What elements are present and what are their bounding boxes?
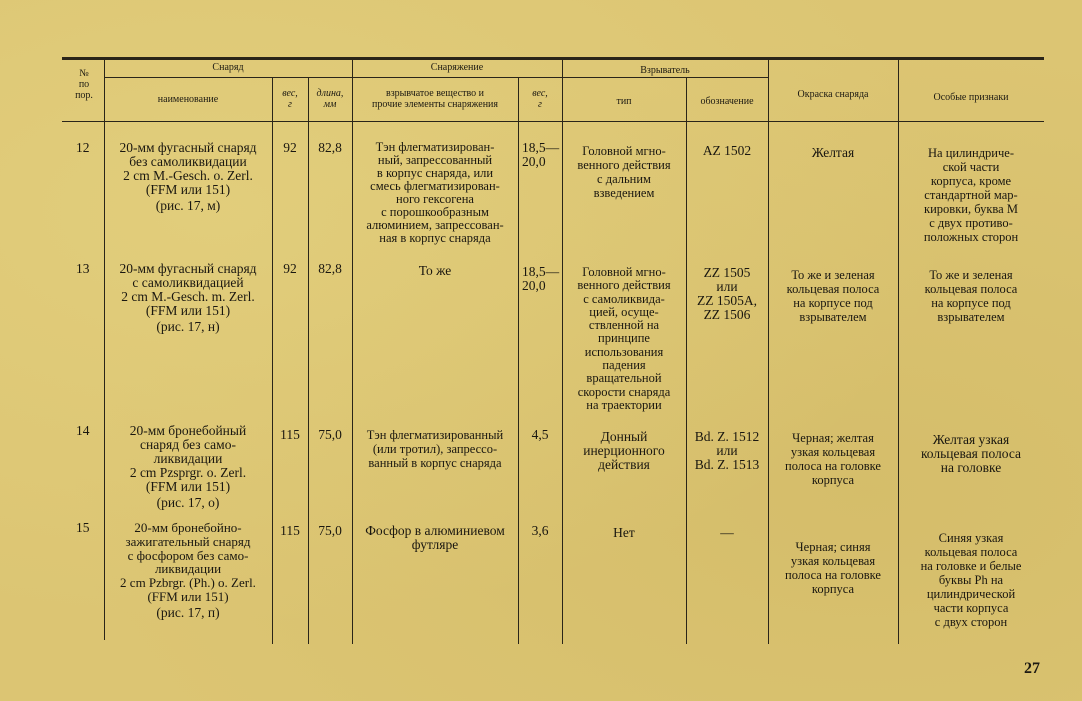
filling-substance: То же	[418, 263, 452, 278]
shell-name: 20-мм бронебойно- зажигательный снаряд с фосфором без само- ликвидации 2 cm Pzbrgr. (Ph.) o. Zerl. (FFM или 151)	[120, 520, 256, 604]
figure-ref: (рис. 17, п)	[156, 605, 220, 620]
filling-substance: Тэн флегматизирован- ный, запрессованный в корпус снаряда, или смесь флегматизирован- ного гексогена с порошкообразным алюминием, запрессован- ная в корпус снаряда	[366, 140, 504, 245]
header-filling-substance: взрывчатое вещество и прочие элементы снаряжения	[371, 88, 498, 110]
filling-weight: 3,6	[531, 523, 549, 538]
filling-substance: Тэн флегматизированный (или тротил), запрессо- ванный в корпус снаряда	[366, 428, 504, 470]
row-number: 13	[76, 261, 90, 276]
fuze-type: Головной мгно- венного действия с самоликвида- цией, осуще- ствленной на принципе использования падения вращательной скорости снаряда на траектории	[577, 265, 671, 412]
special-features: То же и зеленая кольцевая полоса на корпусе под взрывателем	[924, 268, 1018, 324]
fuze-designation: Bd. Z. 1512 или Bd. Z. 1513	[694, 429, 760, 472]
row-number: 12	[76, 140, 90, 155]
shell-length: 75,0	[318, 427, 342, 442]
header-filling-group: Снаряжение	[430, 62, 484, 73]
special-features: Желтая узкая кольцевая полоса на головке	[920, 432, 1022, 475]
shell-coloring: Черная; синяя узкая кольцевая полоса на головке корпуса	[785, 540, 881, 596]
shell-length: 82,8	[318, 261, 342, 276]
shell-length: 75,0	[318, 523, 342, 538]
header-shell-length: длина, мм	[316, 88, 344, 110]
column-divider	[308, 78, 309, 644]
header-shell-weight: вес, г	[282, 88, 298, 110]
header-bottom-rule	[62, 121, 1044, 122]
row-number: 14	[76, 423, 90, 438]
shell-coloring: Черная; желтая узкая кольцевая полоса на головке корпуса	[785, 431, 881, 487]
shell-coloring: Желтая	[811, 145, 855, 160]
header-fuze-type: тип	[616, 96, 632, 107]
figure-ref: (рис. 17, н)	[156, 319, 220, 334]
fuze-type: Головной мгно- венного действия с дальним взведением	[577, 144, 671, 200]
header-no: № по пор.	[75, 68, 93, 101]
shell-coloring: То же и зеленая кольцевая полоса на корпусе под взрывателем	[786, 268, 880, 324]
column-divider	[686, 78, 687, 644]
header-filling-weight: вес, г	[532, 88, 548, 110]
filling-substance: Фосфор в алюминиевом футляре	[365, 523, 505, 552]
shell-weight: 115	[280, 427, 300, 442]
shell-length: 82,8	[318, 140, 342, 155]
shell-name: 20-мм фугасный снаряд с самоликвидацией 2 cm M.-Gesch. m. Zerl. (FFM или 151)	[119, 261, 257, 318]
filling-weight: 18,5— 20,0	[522, 140, 560, 169]
special-features: На цилиндриче- ской части корпуса, кроме стандартной мар- кировки, буква М с двух противо- положных сторон	[923, 146, 1019, 244]
fuze-designation: ZZ 1505 или ZZ 1505A, ZZ 1506	[697, 265, 757, 322]
header-shell-name: наименование	[157, 94, 219, 105]
figure-ref: (рис. 17, о)	[156, 495, 220, 510]
shell-name: 20-мм бронебойный снаряд без само- ликвидации 2 cm Pzsprgr. o. Zerl. (FFM или 151)	[129, 423, 247, 494]
header-fuze-designation: обозначение	[700, 96, 754, 107]
header-coloring: Окраска снаряда	[797, 89, 869, 100]
filling-weight: 4,5	[531, 427, 549, 442]
fuze-type: Донный инерционного действия	[583, 429, 665, 472]
shell-weight: 92	[283, 140, 297, 155]
fuze-designation: —	[720, 525, 734, 540]
fuze-type: Нет	[613, 525, 635, 540]
table-top-rule	[62, 57, 1044, 60]
special-features: Синяя узкая кольцевая полоса на головке и белые буквы Ph на цилиндрической части корпуса с двух сторон	[920, 531, 1022, 629]
fuze-designation: AZ 1502	[702, 143, 752, 158]
column-divider	[272, 78, 273, 644]
row-number: 15	[76, 520, 90, 535]
figure-ref: (рис. 17, м)	[155, 198, 221, 213]
page-number: 27	[1024, 660, 1040, 677]
header-fuze-group: Взрыватель	[640, 65, 690, 76]
header-shell-group: Снаряд	[212, 62, 244, 73]
header-group-rule	[104, 77, 768, 78]
filling-weight: 18,5— 20,0	[522, 264, 560, 293]
shell-name: 20-мм фугасный снаряд без самоликвидации 2 cm M.-Gesch. o. Zerl. (FFM или 151)	[119, 140, 257, 197]
shell-weight: 92	[283, 261, 297, 276]
header-special: Особые признаки	[933, 92, 1009, 103]
shell-weight: 115	[280, 523, 300, 538]
